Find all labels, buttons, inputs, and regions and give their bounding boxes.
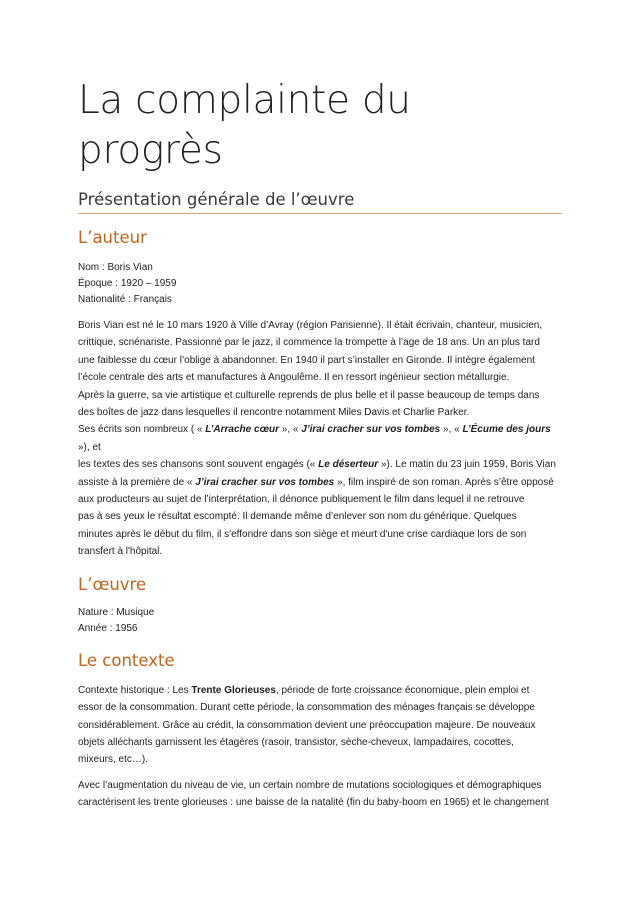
bio-line: des boîtes de jazz dans lesquelles il rencontre notamment Miles Davis et Charlie Parker. (78, 407, 470, 419)
contexte-line: Avec l’augmentation du niveau de vie, un certain nombre de mutations sociologiques et démographiques (78, 779, 542, 791)
text-run: assiste à la première de « (78, 476, 196, 488)
contexte-line (78, 682, 562, 699)
auteur-bio (78, 317, 562, 561)
title-line-2: progrès (78, 128, 223, 173)
ecrits-line: pas à ses yeux le résultat escompté. Il demande même d’enlever son nom du générique. Quelques (78, 511, 517, 523)
work-title: L’Écume des jours (462, 424, 551, 436)
section-heading-contexte: Le contexte (78, 650, 175, 670)
auteur-meta (78, 260, 562, 308)
contexte-line: mixeurs, etc…). (78, 754, 149, 766)
section-heading-oeuvre: L’œuvre (78, 574, 147, 594)
document-page (78, 76, 562, 812)
oeuvre-annee: Année : 1956 (78, 622, 138, 634)
ecrits-line (78, 421, 562, 456)
text-run: », « (279, 424, 302, 436)
oeuvre-meta (78, 605, 562, 637)
work-title: J’irai cracher sur vos tombes (301, 424, 441, 436)
emphasis-trente-glorieuses: Trente Glorieuses (191, 684, 276, 696)
text-run: Ses écrits son nombreux ( « (78, 424, 206, 436)
work-title: L’Arrache cœur (205, 424, 280, 436)
contexte-line: considérablement. Grâce au crédit, la consommation devient une préoccupation majeure. De nouveaux (78, 719, 536, 731)
ecrits-line: minutes après le début du film, il s'effondre dans son siège et meurt d'une crise cardiaque lors de son (78, 528, 527, 540)
auteur-nationalite: Nationalité : Français (78, 294, 172, 305)
text-run: », film inspiré de son roman. Après s’être opposé (334, 476, 554, 488)
text-run: »), et (78, 441, 101, 453)
ecrits-line: transfert à l'hôpital. (78, 546, 163, 558)
text-run: , période de forte croissance économique, plein emploi et (275, 684, 530, 696)
auteur-epoque: Époque : 1920 – 1959 (78, 278, 177, 289)
oeuvre-nature: Nature : Musique (78, 606, 155, 618)
document-subtitle: Présentation générale de l’œuvre (78, 190, 562, 214)
work-title: Le déserteur (318, 459, 379, 471)
document-title (78, 76, 562, 176)
text-run: », « (440, 424, 463, 436)
contexte-line: caractérisent les trente glorieuses : une baisse de la natalité (fin du baby-boom en 1965) et le changement (78, 797, 549, 809)
work-title: J’irai cracher sur vos tombes (195, 476, 335, 488)
contexte-paragraph-1 (78, 682, 562, 769)
ecrits-line (78, 474, 562, 491)
bio-line: Boris Vian est né le 10 mars 1920 à Ville d’Avray (région Parisienne). Il était écrivain, chanteur, musicien, (78, 320, 543, 331)
section-heading-auteur: L’auteur (78, 228, 147, 247)
bio-line: Après la guerre, sa vie artistique et culturelle reprends de plus belle et il passe beaucoup de temps dans (78, 389, 540, 401)
ecrits-line (78, 456, 562, 473)
bio-line: une faiblesse du cœur l’oblige à abandonner. En 1940 il part s’installer en Gironde. Il intègre également (78, 354, 535, 366)
contexte-paragraph-2 (78, 777, 562, 812)
bio-line: l’école centrale des arts et manufactures à Angoulême. Il en ressort ingénieur section métallurgie. (78, 372, 510, 384)
contexte-line: essor de la consommation. Durant cette période, la consommation des ménages français se développe (78, 702, 535, 714)
contexte-line: objets alléchants garnissent les étagères (rasoir, transistor, sèche-cheveux, lampadaires, cocottes, (78, 736, 514, 748)
title-line-1: La complainte du (78, 78, 411, 123)
text-run: »). Le matin du 23 juin 1959, Boris Vian (378, 459, 556, 471)
bio-line: crittique, scnénariste. Passionné par le jazz, il commence la trompette à l’age de 18 ans. Un an plus tard (78, 337, 540, 349)
ecrits-line: aux producteurs au sujet de l’interprétation, il dénonce publiquement le film dans lequel il ne retrouve (78, 494, 525, 506)
auteur-nom: Nom : Boris Vian (78, 262, 153, 273)
text-run: Contexte historique : Les (78, 684, 192, 696)
text-run: les textes des ses chansons sont souvent engagés (« (78, 459, 319, 471)
